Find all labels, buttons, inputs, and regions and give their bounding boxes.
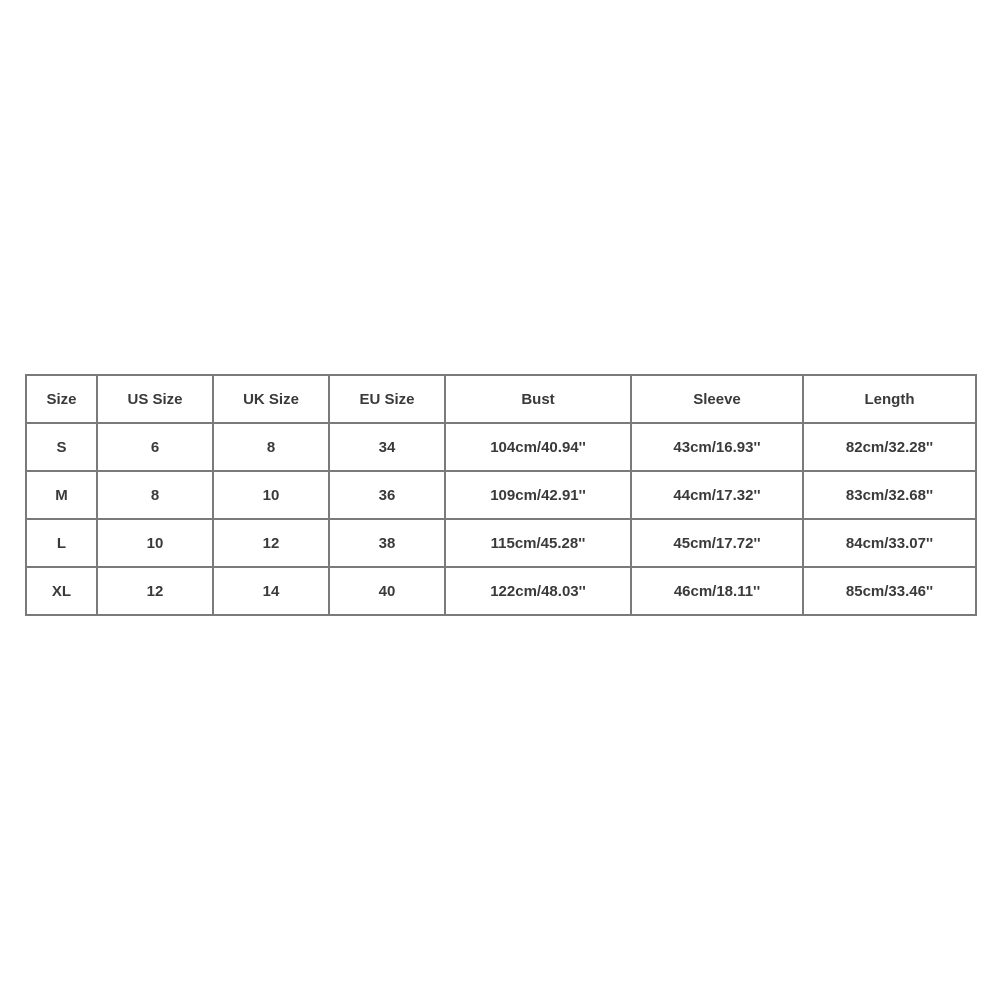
table-row <box>26 567 976 615</box>
header-row <box>26 375 976 423</box>
cell-us-size: 8 <box>97 471 213 519</box>
size-chart-table <box>25 374 977 616</box>
table-row <box>26 471 976 519</box>
header-us-size: US Size <box>97 375 213 423</box>
cell-length: 84cm/33.07'' <box>803 519 976 567</box>
cell-size: L <box>26 519 97 567</box>
cell-uk-size: 14 <box>213 567 329 615</box>
cell-bust: 122cm/48.03'' <box>445 567 631 615</box>
cell-eu-size: 40 <box>329 567 445 615</box>
table-row <box>26 519 976 567</box>
cell-eu-size: 38 <box>329 519 445 567</box>
header-bust: Bust <box>445 375 631 423</box>
cell-bust: 104cm/40.94'' <box>445 423 631 471</box>
header-size: Size <box>26 375 97 423</box>
cell-bust: 109cm/42.91'' <box>445 471 631 519</box>
cell-sleeve: 44cm/17.32'' <box>631 471 803 519</box>
cell-length: 82cm/32.28'' <box>803 423 976 471</box>
cell-uk-size: 10 <box>213 471 329 519</box>
cell-length: 83cm/32.68'' <box>803 471 976 519</box>
cell-length: 85cm/33.46'' <box>803 567 976 615</box>
cell-us-size: 6 <box>97 423 213 471</box>
header-uk-size: UK Size <box>213 375 329 423</box>
cell-sleeve: 43cm/16.93'' <box>631 423 803 471</box>
cell-us-size: 12 <box>97 567 213 615</box>
header-eu-size: EU Size <box>329 375 445 423</box>
cell-eu-size: 36 <box>329 471 445 519</box>
cell-size: S <box>26 423 97 471</box>
header-sleeve: Sleeve <box>631 375 803 423</box>
cell-uk-size: 12 <box>213 519 329 567</box>
cell-sleeve: 46cm/18.11'' <box>631 567 803 615</box>
cell-sleeve: 45cm/17.72'' <box>631 519 803 567</box>
header-length: Length <box>803 375 976 423</box>
cell-eu-size: 34 <box>329 423 445 471</box>
cell-size: M <box>26 471 97 519</box>
cell-size: XL <box>26 567 97 615</box>
cell-us-size: 10 <box>97 519 213 567</box>
cell-bust: 115cm/45.28'' <box>445 519 631 567</box>
cell-uk-size: 8 <box>213 423 329 471</box>
table-row <box>26 423 976 471</box>
